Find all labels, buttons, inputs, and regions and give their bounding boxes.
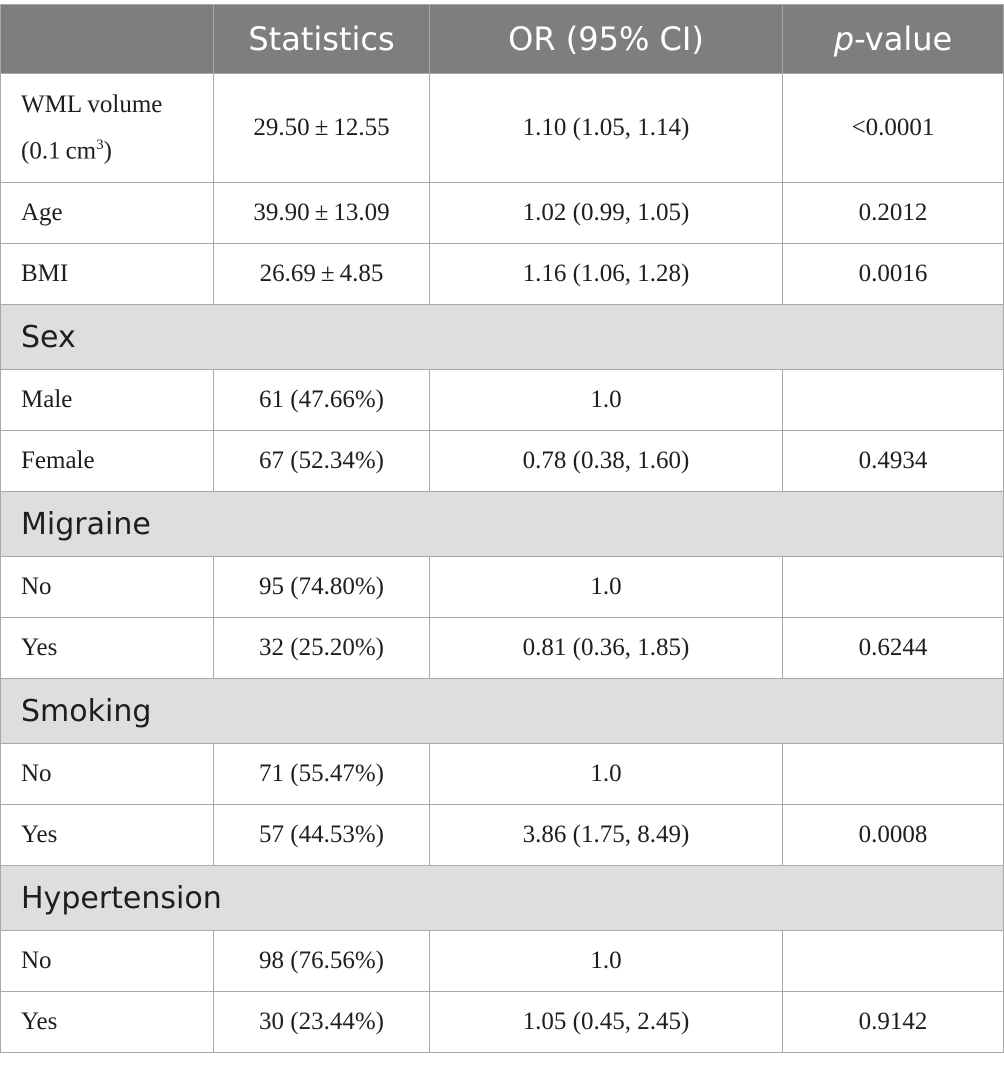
row-p-value xyxy=(783,931,1004,992)
row-or-ci: 1.02 (0.99, 1.05) xyxy=(430,183,783,244)
section-heading: Smoking xyxy=(1,679,1004,744)
row-or-ci: 1.05 (0.45, 2.45) xyxy=(430,992,783,1053)
section-row-migraine xyxy=(1,492,1004,557)
row-or-ci: 1.0 xyxy=(430,931,783,992)
row-or-ci: 1.16 (1.06, 1.28) xyxy=(430,244,783,305)
section-heading: Migraine xyxy=(1,492,1004,557)
header-row xyxy=(1,5,1004,74)
row-or-ci: 0.81 (0.36, 1.85) xyxy=(430,618,783,679)
table-row-wml-volume xyxy=(1,74,1004,183)
wml-label-line2-post: ) xyxy=(103,137,112,165)
section-row-hypertension xyxy=(1,866,1004,931)
row-or-ci: 1.10 (1.05, 1.14) xyxy=(430,74,783,183)
wml-label-line2-pre: (0.1 cm xyxy=(21,137,97,165)
row-statistics: 71 (55.47%) xyxy=(214,744,430,805)
header-p-value xyxy=(783,5,1004,74)
row-p-value xyxy=(783,370,1004,431)
row-label: No xyxy=(1,931,214,992)
row-label: Yes xyxy=(1,992,214,1053)
row-or-ci: 0.78 (0.38, 1.60) xyxy=(430,431,783,492)
row-statistics: 95 (74.80%) xyxy=(214,557,430,618)
row-or-ci: 1.0 xyxy=(430,744,783,805)
section-row-sex xyxy=(1,305,1004,370)
row-label: Yes xyxy=(1,618,214,679)
table-row-age xyxy=(1,183,1004,244)
header-or-ci: OR (95% CI) xyxy=(430,5,783,74)
row-or-ci: 1.0 xyxy=(430,370,783,431)
row-label: Yes xyxy=(1,805,214,866)
row-p-value xyxy=(783,744,1004,805)
row-p-value: 0.0008 xyxy=(783,805,1004,866)
header-p-italic: p xyxy=(833,20,855,58)
row-statistics: 26.69 ± 4.85 xyxy=(214,244,430,305)
row-p-value: 0.0016 xyxy=(783,244,1004,305)
row-statistics: 39.90 ± 13.09 xyxy=(214,183,430,244)
odds-ratio-table xyxy=(0,4,1004,1053)
section-heading: Hypertension xyxy=(1,866,1004,931)
header-p-rest: -value xyxy=(854,20,953,58)
row-label xyxy=(1,74,214,183)
header-blank-cell xyxy=(1,5,214,74)
table-row-hypertension-yes xyxy=(1,992,1004,1053)
section-heading: Sex xyxy=(1,305,1004,370)
row-statistics: 98 (76.56%) xyxy=(214,931,430,992)
row-statistics: 32 (25.20%) xyxy=(214,618,430,679)
wml-label-line1: WML volume xyxy=(21,90,163,118)
row-p-value: <0.0001 xyxy=(783,74,1004,183)
table-row-smoking-yes xyxy=(1,805,1004,866)
row-statistics: 57 (44.53%) xyxy=(214,805,430,866)
row-p-value: 0.9142 xyxy=(783,992,1004,1053)
row-p-value: 0.4934 xyxy=(783,431,1004,492)
row-statistics: 30 (23.44%) xyxy=(214,992,430,1053)
row-p-value: 0.6244 xyxy=(783,618,1004,679)
table-row-migraine-no xyxy=(1,557,1004,618)
row-label: No xyxy=(1,557,214,618)
table-row-male xyxy=(1,370,1004,431)
table-header xyxy=(1,5,1004,74)
row-statistics: 67 (52.34%) xyxy=(214,431,430,492)
row-label: Age xyxy=(1,183,214,244)
row-label: BMI xyxy=(1,244,214,305)
row-statistics: 61 (47.66%) xyxy=(214,370,430,431)
table-row-bmi xyxy=(1,244,1004,305)
row-label: No xyxy=(1,744,214,805)
header-statistics: Statistics xyxy=(214,5,430,74)
table-row-migraine-yes xyxy=(1,618,1004,679)
row-or-ci: 3.86 (1.75, 8.49) xyxy=(430,805,783,866)
wml-label-superscript: 3 xyxy=(96,136,104,153)
row-label: Male xyxy=(1,370,214,431)
section-row-smoking xyxy=(1,679,1004,744)
table-body xyxy=(1,74,1004,1053)
row-p-value: 0.2012 xyxy=(783,183,1004,244)
row-p-value xyxy=(783,557,1004,618)
row-or-ci: 1.0 xyxy=(430,557,783,618)
row-statistics: 29.50 ± 12.55 xyxy=(214,74,430,183)
table-row-smoking-no xyxy=(1,744,1004,805)
row-label: Female xyxy=(1,431,214,492)
table-row-hypertension-no xyxy=(1,931,1004,992)
table-row-female xyxy=(1,431,1004,492)
